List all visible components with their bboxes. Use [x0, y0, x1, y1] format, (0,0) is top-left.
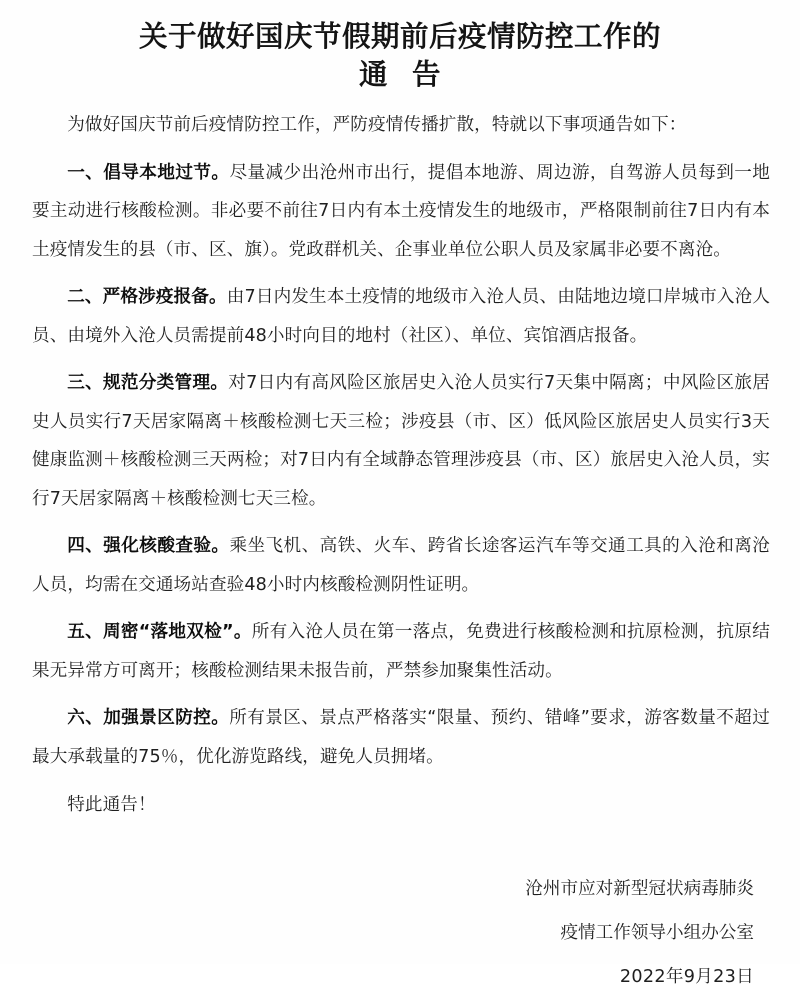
section-text-3: 对7日内有高风险区旅居史入沧人员实行7天集中隔离；中风险区旅居史人员实行7天居家隔离＋核酸检测七天三检；涉疫县（市、区）低风险区旅居史人员实行3天健康监测＋核酸检测三天两检；对7日内有全域静态管理涉疫县（市、区）旅居史入沧人员，实行7天居家隔离＋核酸检测七天三检。 — [32, 373, 770, 509]
section-paragraph-1 — [32, 154, 770, 270]
section-paragraph-4 — [32, 527, 770, 604]
section-paragraph-2 — [32, 278, 770, 355]
page-title — [0, 0, 800, 94]
section-lead-1: 一、倡导本地过节。 — [67, 162, 230, 183]
section-lead-2: 二、严格涉疫报备。 — [67, 287, 227, 307]
title-word-gao: 告 — [412, 58, 442, 91]
intro-paragraph: 为做好国庆节前后疫情防控工作，严防疫情传播扩散，特就以下事项通告如下： — [67, 115, 687, 135]
closing-paragraph: 特此通告！ — [67, 795, 156, 815]
issuing-org-line-2: 疫情工作领导小组办公室 — [560, 922, 754, 943]
section-lead-4: 四、强化核酸查验。 — [67, 536, 230, 556]
title-line-1: 关于做好国庆节假期前后疫情防控工作的 — [138, 20, 661, 53]
section-paragraph-3 — [32, 364, 770, 518]
section-text-4: 乘坐飞机、高铁、火车、跨省长途客运汽车等交通工具的入沧和离沧人员，均需在交通场站查验48小时内核酸检测阴性证明。 — [32, 536, 770, 595]
signature-block — [32, 825, 754, 999]
section-text-2: 由7日内发生本土疫情的地级市入沧人员、由陆地边境口岸城市入沧人员、由境外入沧人员需提前48小时向目的地村（社区）、单位、宾馆酒店报备。 — [32, 287, 771, 346]
section-text-6: 所有景区、景点严格落实“限量、预约、错峰”要求，游客数量不超过最大承载量的75％，优化游览路线，避免人员拥堵。 — [32, 708, 770, 767]
title-word-tong: 通 — [358, 58, 388, 91]
document-body — [32, 94, 770, 825]
issue-date: 2022年9月23日 — [619, 966, 754, 987]
section-paragraph-5 — [32, 613, 770, 690]
section-lead-6: 六、加强景区防控。 — [67, 708, 230, 728]
title-line-2 — [0, 56, 800, 94]
issuing-org-line-1: 沧州市应对新型冠状病毒肺炎 — [525, 878, 754, 899]
section-text-5: 所有入沧人员在第一落点，免费进行核酸检测和抗原检测，抗原结果无异常方可离开；核酸检测结果未报告前，严禁参加聚集性活动。 — [32, 622, 770, 681]
section-lead-5: 五、周密“落地双检”。 — [67, 622, 252, 642]
section-text-1: 尽量减少出沧州市出行，提倡本地游、周边游，自驾游人员每到一地要主动进行核酸检测。非必要不前往7日内有本土疫情发生的地级市，严格限制前往7日内有本土疫情发生的县（市、区、旗）。党政群机关、企事业单位公职人员及家属非必要不离沧。 — [32, 162, 770, 260]
section-lead-3: 三、规范分类管理。 — [67, 373, 229, 393]
section-paragraph-6 — [32, 699, 770, 776]
